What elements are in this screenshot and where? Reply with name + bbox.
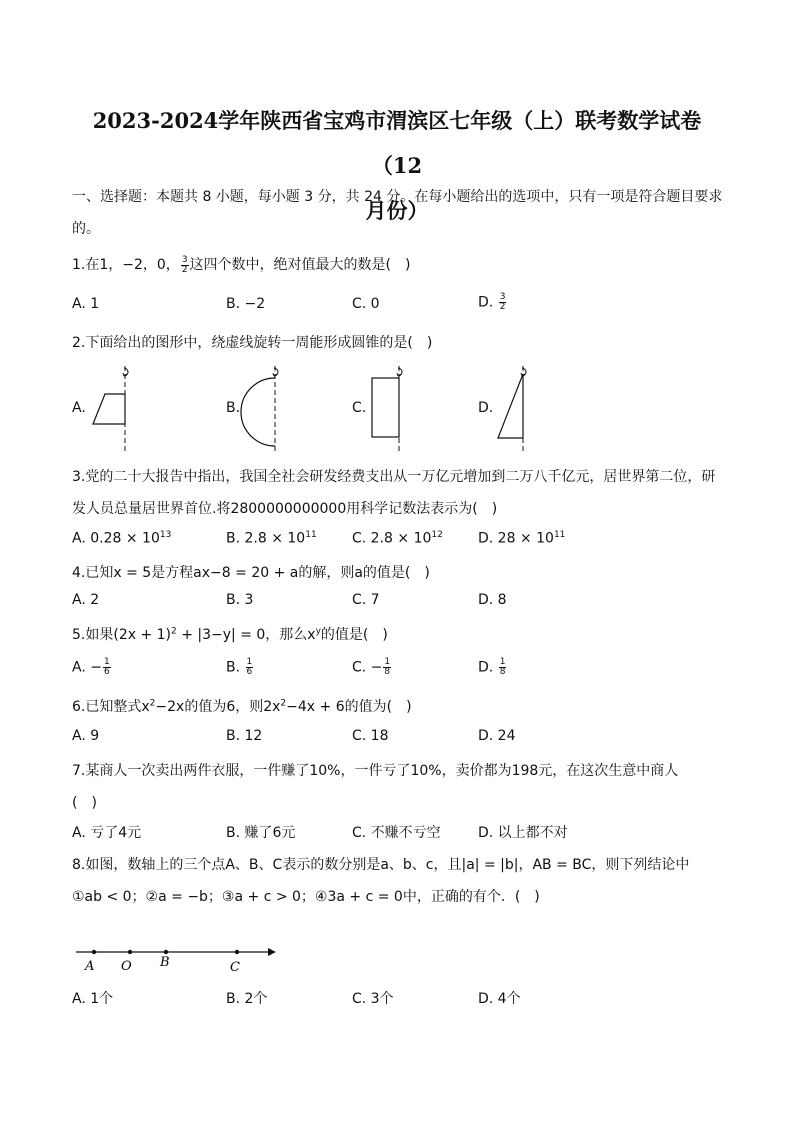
exam-title [70,98,724,233]
q7-option-d[interactable]: D. 以上都不对 [478,825,568,841]
q8-stem-line-2: ①ab < 0；②a = −b；③a + c > 0；④3a + c = 0中，正确的有个．( ) [72,889,540,905]
q1-option-b[interactable]: B. −2 [226,296,266,312]
point-a-dot [92,950,96,954]
q7-stem-line-2: ( ) [72,795,97,811]
q2-figure-b-semicircle [238,362,288,456]
q2-figure-c-rectangle [366,362,416,456]
q2-stem: 2.下面给出的图形中，绕虚线旋转一周能形成圆锥的是( ) [72,335,433,351]
q3-stem-line-2: 发人员总量居世界首位.将2800000000000用科学记数法表示为( ) [72,501,498,517]
q5-option-c[interactable]: C. − $\frac{1}{8}$ [352,657,391,677]
label-b: B [160,955,170,970]
q2-option-d-label[interactable]: D. [478,400,494,416]
label-o: O [121,959,132,974]
q2-option-b-label[interactable]: B. [226,400,241,416]
q8-option-a[interactable]: A. 1个 [72,991,114,1007]
q3-option-b[interactable]: B. $2.8 \times 10^{11}$ [226,530,317,547]
q2-option-a-label[interactable]: A. [72,400,86,416]
title-line-2: 月份） [365,198,429,223]
q5-option-d[interactable]: D. $\frac{1}{8}$ [478,657,506,677]
q3-option-c[interactable]: C. $2.8 \times 10^{12}$ [352,530,443,547]
q3-option-d[interactable]: D. $28 \times 10^{11}$ [478,530,566,547]
point-o-dot [128,950,132,954]
q1-option-a[interactable]: A. 1 [72,296,100,312]
section-instruction-line-1: 一、选择题：本题共 8 小题，每小题 3 分，共 24 分。在每小题给出的选项中，只有一项是符合题目要求 [72,189,723,205]
q6-stem: 6.已知整式$x^2-2x$的值为6，则$2x^2-4x + 6$的值为( ) [72,698,412,715]
point-b-dot [164,950,168,954]
q4-option-c[interactable]: C. 7 [352,592,380,608]
q8-option-b[interactable]: B. 2个 [226,991,268,1007]
q1-stem: 1.在1，−2，0， $\frac{3}{2}$ 这四个数中，绝对值最大的数是( ) [72,254,411,275]
q8-option-c[interactable]: C. 3个 [352,991,394,1007]
q3-stem-line-1: 3.党的二十大报告中指出，我国全社会研发经费支出从一万亿元增加到二万八千亿元，居世界第二位，研 [72,469,716,485]
point-c-dot [235,950,239,954]
label-a: A [85,959,95,974]
q7-option-a[interactable]: A. 亏了4元 [72,825,142,841]
q1-option-c[interactable]: C. 0 [352,296,380,312]
q2-figure-d-triangle [492,362,542,456]
label-c: C [230,960,240,974]
q5-option-a[interactable]: A. − $\frac{1}{6}$ [72,657,110,677]
q6-option-a[interactable]: A. 9 [72,728,100,744]
q6-option-c[interactable]: C. 18 [352,728,389,744]
q2-figure-a-trapezoid [88,362,138,456]
q6-option-b[interactable]: B. 12 [226,728,263,744]
section-instruction-line-2: 的。 [72,221,100,237]
q8-number-line [72,940,278,974]
q3-option-a[interactable]: A. $0.28 \times 10^{13}$ [72,530,172,547]
q7-option-b[interactable]: B. 赚了6元 [226,825,296,841]
q8-stem-line-1: 8.如图，数轴上的三个点A、B、C表示的数分别是a、b、c，且|a| = |b|，AB = BC，则下列结论中 [72,857,690,873]
q1-option-d[interactable]: D. $\frac{3}{2}$ [478,292,506,312]
q5-option-b[interactable]: B. $\frac{1}{6}$ [226,657,253,677]
q1-fraction: $\frac{3}{2}$ [181,254,188,275]
q4-option-b[interactable]: B. 3 [226,592,254,608]
q5-stem: 5.如果$(2x + 1)^2 + |3-y| = 0$，那么$x^y$的值是( ) [72,626,388,643]
q8-option-d[interactable]: D. 4个 [478,991,521,1007]
q2-option-c-label[interactable]: C. [352,400,367,416]
title-line-1: 2023-2024学年陕西省宝鸡市渭滨区七年级（上）联考数学试卷（12 [92,108,702,178]
q4-option-a[interactable]: A. 2 [72,592,100,608]
q4-option-d[interactable]: D. 8 [478,592,507,608]
q4-stem: 4.已知x = 5是方程ax−8 = 20 + a的解，则a的值是( ) [72,565,430,581]
q7-option-c[interactable]: C. 不赚不亏空 [352,825,441,841]
q6-option-d[interactable]: D. 24 [478,728,516,744]
q7-stem-line-1: 7.某商人一次卖出两件衣服，一件赚了10%，一件亏了10%，卖价都为198元，在这次生意中商人 [72,763,679,779]
